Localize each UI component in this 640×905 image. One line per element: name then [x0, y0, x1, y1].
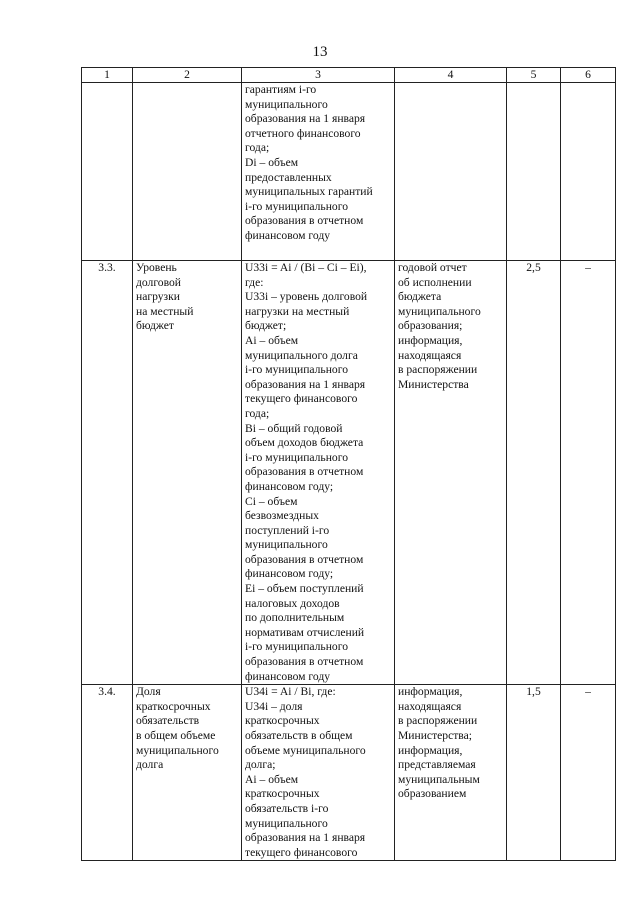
cell-text-line: образования в отчетном: [245, 465, 364, 479]
cell-text-line: финансовом году;: [245, 479, 334, 493]
page-number: 13: [312, 44, 328, 60]
cell-text-line: образования на 1 января: [245, 831, 366, 845]
cell-text-line: по дополнительным: [245, 611, 345, 625]
cell-text-line: в распоряжении: [398, 363, 478, 377]
weight-score: 2,5: [507, 261, 561, 685]
cell-text-line: финансовом году: [245, 669, 331, 683]
cell-text-line: года;: [245, 406, 270, 420]
cell-text-line: образования в отчетном: [245, 552, 364, 566]
header-col-6: 6: [561, 68, 616, 83]
data-source: [395, 685, 507, 861]
cell-text-line: муниципального: [245, 816, 328, 830]
cell-text-line: находящаяся: [398, 348, 462, 362]
cell-text-line: i-го муниципального: [245, 199, 348, 213]
cell-text-line: текущего финансового: [245, 392, 358, 406]
indicator-formula: [242, 685, 395, 861]
cell-text-line: годовой отчет: [398, 261, 467, 274]
header-col-2: 2: [133, 68, 242, 83]
cell-text-line: образования на 1 января: [245, 377, 366, 391]
indicator-name: [133, 685, 242, 861]
cell-text-line: Министерства;: [398, 729, 472, 742]
cell-text-line: краткосрочных: [136, 699, 211, 713]
cell-text-line: муниципального: [398, 304, 481, 318]
cell-text-line: Di – объем: [245, 155, 299, 169]
cell-text-line: образования в отчетном: [245, 655, 364, 669]
indicator-formula: [242, 261, 395, 685]
indicator-formula: [242, 83, 395, 261]
cell-text-line: муниципального: [245, 97, 328, 111]
row-number: [82, 83, 133, 261]
note-cell: –: [561, 261, 616, 685]
cell-text-line: образования;: [398, 319, 463, 333]
cell-text-line: отчетного финансового: [245, 126, 361, 140]
cell-text-line: Ci – объем: [245, 494, 298, 508]
cell-text-line: долга;: [245, 758, 276, 772]
cell-text-line: обязательств: [136, 714, 200, 728]
cell-text-line: Bi – общий годовой: [245, 421, 343, 435]
cell-text-line: объеме муниципального: [245, 743, 366, 757]
cell-text-line: обязательств i-го: [245, 801, 329, 815]
cell-text-line: безвозмездных: [245, 509, 319, 523]
cell-text-line: налоговых доходов: [245, 596, 340, 610]
cell-text-line: U34i = Ai / Bi, где:: [245, 685, 336, 699]
cell-text-line: бюджет;: [245, 319, 287, 333]
row-number: 3.3.: [82, 261, 133, 685]
note-cell: [561, 83, 616, 261]
table-row: [82, 685, 616, 861]
cell-text-line: краткосрочных: [245, 787, 320, 801]
table-row: [82, 261, 616, 685]
data-source: [395, 261, 507, 685]
cell-text-line: муниципальным: [398, 772, 480, 786]
cell-text-line: года;: [245, 141, 270, 155]
cell-text-line: долга: [136, 758, 164, 772]
cell-text-line: муниципальных гарантий: [245, 185, 373, 199]
cell-text-line: Ai – объем: [245, 333, 299, 347]
cell-text-line: образования в отчетном: [245, 214, 364, 228]
indicator-name: [133, 261, 242, 685]
cell-text-line: предоставленных: [245, 170, 332, 184]
cell-text-line: обязательств в общем: [245, 729, 353, 742]
cell-text-line: информация,: [398, 333, 463, 347]
table-row: [82, 83, 616, 261]
cell-text-line: U34i – доля: [245, 699, 303, 713]
cell-text-line: краткосрочных: [245, 714, 320, 728]
cell-text-line: Ai – объем: [245, 772, 299, 786]
note-cell: –: [561, 685, 616, 861]
header-row: [82, 68, 616, 83]
cell-text-line: Уровень: [136, 261, 177, 274]
cell-text-line: финансовом году: [245, 228, 331, 242]
cell-text-line: муниципального долга: [245, 348, 358, 362]
header-col-1: 1: [82, 68, 133, 83]
cell-text-line: бюджета: [398, 290, 442, 304]
cell-text-line: объем доходов бюджета: [245, 436, 364, 450]
cell-text-line: где:: [245, 275, 264, 289]
cell-text-line: в распоряжении: [398, 714, 478, 728]
row-number: 3.4.: [82, 685, 133, 861]
cell-text-line: находящаяся: [398, 699, 462, 713]
cell-text-line: i-го муниципального: [245, 363, 348, 377]
cell-text-line: долговой: [136, 275, 181, 289]
cell-text-line: нагрузки на местный: [245, 304, 350, 318]
cell-text-line: информация,: [398, 743, 463, 757]
cell-text-line: i-го муниципального: [245, 450, 348, 464]
cell-text-line: на местный: [136, 304, 194, 318]
cell-text-line: поступлений i-го: [245, 523, 330, 537]
cell-text-line: нормативам отчислений: [245, 625, 365, 639]
cell-text-line: гарантиям i-го: [245, 83, 317, 96]
header-col-5: 5: [507, 68, 561, 83]
weight-score: 1,5: [507, 685, 561, 861]
cell-text-line: образования на 1 января: [245, 112, 366, 126]
cell-text-line: об исполнении: [398, 275, 472, 289]
cell-text-line: U33i = Ai / (Bi – Ci – Ei),: [245, 261, 367, 274]
cell-text-line: i-го муниципального: [245, 640, 348, 654]
cell-text-line: нагрузки: [136, 290, 180, 304]
header-col-4: 4: [395, 68, 507, 83]
indicator-table: [81, 67, 616, 861]
cell-text-line: бюджет: [136, 319, 174, 333]
indicator-name: [133, 83, 242, 261]
cell-text-line: Ei – объем поступлений: [245, 582, 364, 596]
cell-text-line: муниципального: [136, 743, 219, 757]
cell-text-line: образованием: [398, 787, 467, 801]
header-col-3: 3: [242, 68, 395, 83]
cell-text-line: информация,: [398, 685, 463, 699]
cell-text-line: муниципального: [245, 538, 328, 552]
cell-text-line: текущего финансового: [245, 845, 358, 859]
cell-text-line: Доля: [136, 685, 161, 699]
cell-text-line: финансовом году;: [245, 567, 334, 581]
data-source: [395, 83, 507, 261]
cell-text-line: в общем объеме: [136, 729, 216, 742]
cell-text-line: Министерства: [398, 377, 469, 391]
cell-text-line: U33i – уровень долговой: [245, 290, 368, 304]
cell-text-line: представляемая: [398, 758, 476, 772]
weight-score: [507, 83, 561, 261]
